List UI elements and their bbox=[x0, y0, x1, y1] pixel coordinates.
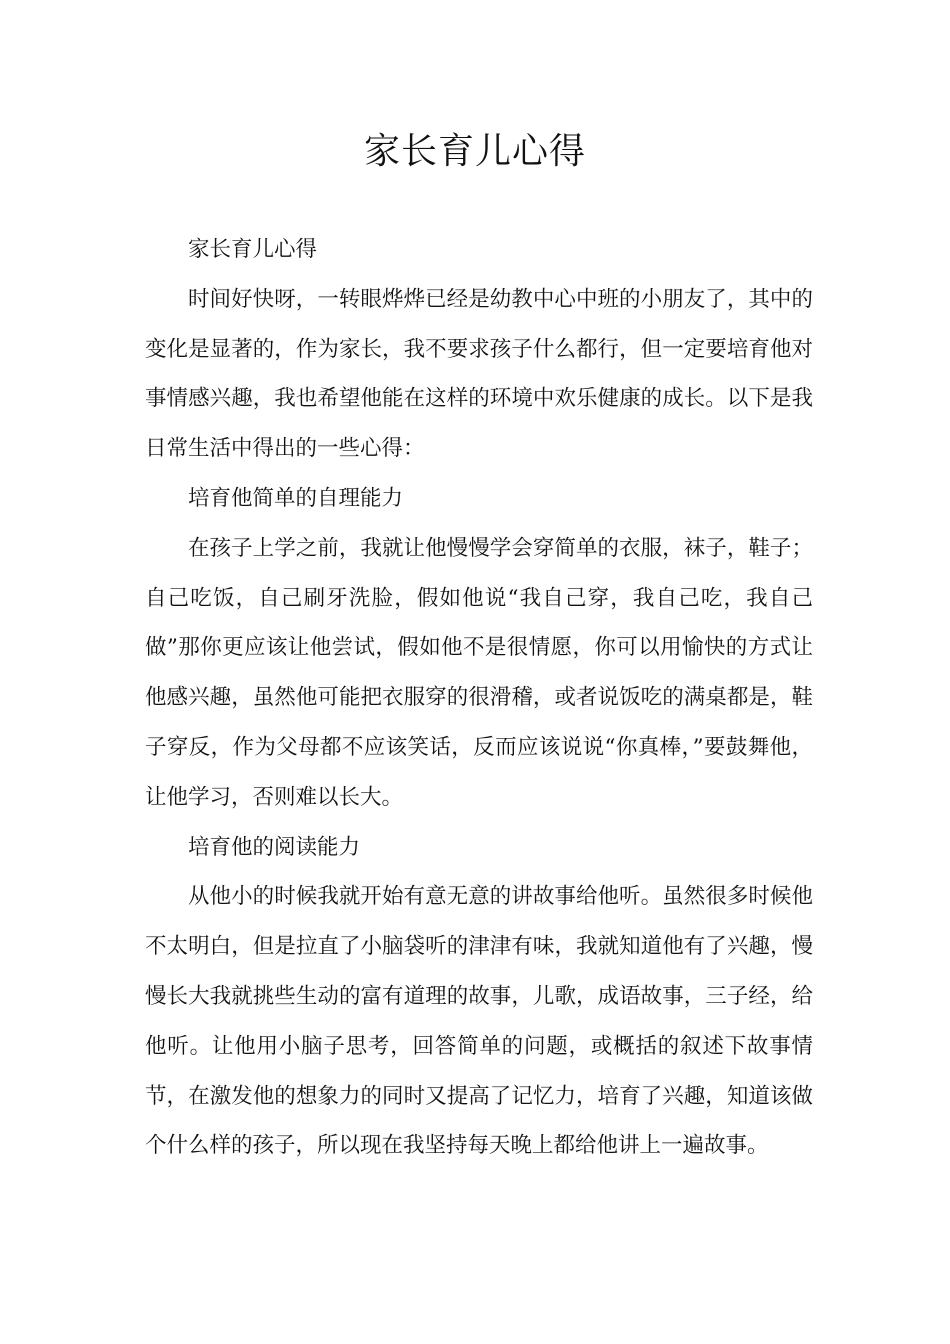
paragraph-self-care: 在孩子上学之前，我就让他慢慢学会穿简单的衣服，袜子，鞋子；自己吃饭，自己刷牙洗脸，假如他说“我自己穿，我自己吃，我自己做”那你更应该让他尝试，假如他不是很情愿，你可以用愉快的方式让他感兴趣，虽然他可能把衣服穿的很滑稽，或者说饭吃的满桌都是，鞋子穿反，作为父母都不应该笑话，反而应该说说“你真棒，”要鼓舞他，让他学习，否则难以长大。 bbox=[145, 535, 813, 810]
paragraph-intro: 时间好快呀，一转眼烨烨已经是幼教中心中班的小朋友了，其中的变化是显著的，作为家长，我不要求孩子什么都行，但一定要培育他对事情感兴趣，我也希望他能在这样的环境中欢乐健康的成长。以下是我日常生活中得出的一些心得： bbox=[145, 286, 813, 462]
section-heading-reading: 培育他的阅读能力 bbox=[188, 834, 361, 860]
paragraph-subtitle: 家长育儿心得 bbox=[188, 237, 318, 262]
document-body bbox=[145, 225, 813, 1171]
section-heading-self-care: 培育他简单的自理能力 bbox=[188, 485, 404, 511]
paragraph-reading: 从他小的时候我就开始有意无意的讲故事给他听。虽然很多时候他不太明白，但是拉直了小脑袋听的津津有味，我就知道他有了兴趣，慢慢长大我就挑些生动的富有道理的故事，儿歌，成语故事，三子经，给他听。让他用小脑子思考，回答简单的问题，或概括的叙述下故事情节，在激发他的想象力的同时又提高了记忆力，培育了兴趣，知道该做个什么样的孩子，所以现在我坚持每天晚上都给他讲上一遍故事。 bbox=[145, 884, 813, 1159]
document-title: 家长育儿心得 bbox=[363, 131, 586, 172]
